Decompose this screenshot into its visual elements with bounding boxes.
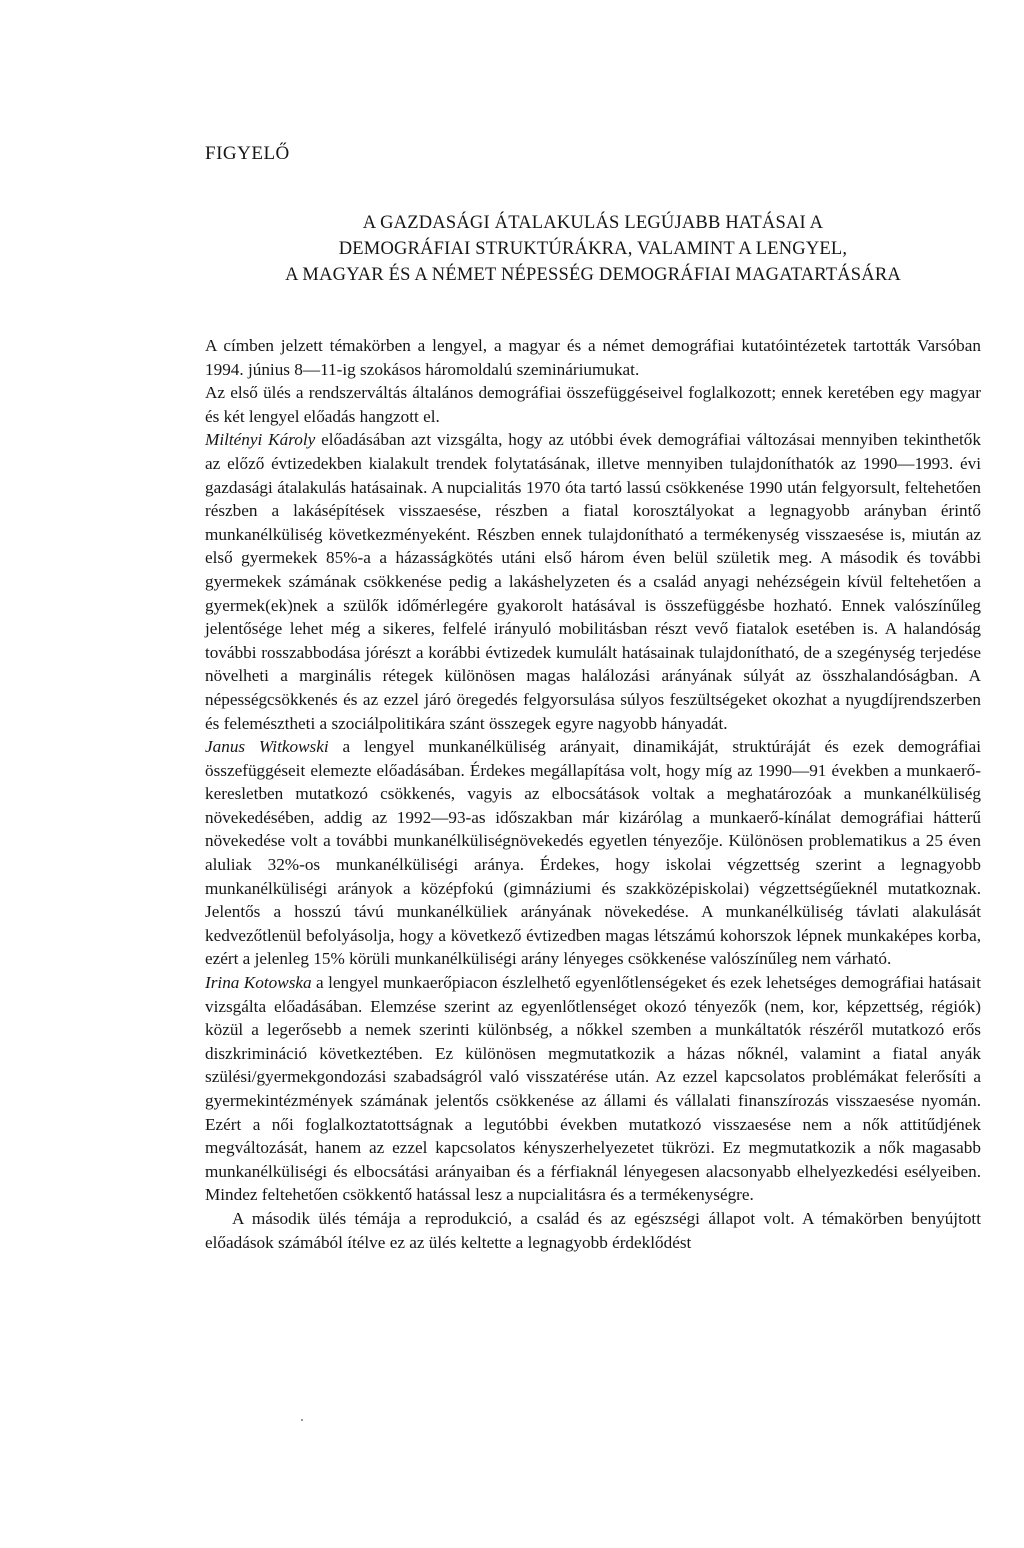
scan-speck bbox=[301, 1419, 303, 1421]
title-line: A GAZDASÁGI ÁTALAKULÁS LEGÚJABB HATÁSAI A bbox=[362, 213, 824, 233]
paragraph: Irina Kotowska a lengyel munkaerőpiacon észlelhető egyenlőtlenségeket és ezek lehetséges demográfiai hatásait vizsgálta előadásában. Elemzése szerint az egyenlőtlenséget okozó tényezők (nem, kor, képzettség, régiók) közül a legerősebb a nemek szerinti különbség, a nőkkel szemben a munkáltatók részéről mutatkozó erős diszkrimináció következtében. Ez különösen megmutatkozik a házas nőknél, valamint a fiatal anyák szülési/gyermekgondozási szabadságról való visszatérése után. Az ezzel kapcsolatos problémákat felerősíti a gyermekintézmények számának jelentős csökkenése az állami és vállalati finanszírozás visszaesése nyomán. Ezért a női foglalkoztatottságnak a legutóbbi években mutatkozó visszaesése nem a nők attitűdjének megváltozását, hanem az ezzel kapcsolatos kényszerhelyezetet tükrözi. Ez megmutatkozik a nők magasabb munkanélküliségi és elbocsátási arányaiban és a férfiaknál lényegesen alacsonyabb elhelyezkedési esélyeiben. Mindez feltehetően csökkentő hatással lesz a nupcialitásra és a termékenységre. bbox=[205, 973, 981, 1205]
paragraph: Miltényi Károly előadásában azt vizsgálta, hogy az utóbbi évek demográfiai változásai mennyiben tekinthetők az előző évtizedekben kialakult trendek folytatásának, illetve mennyiben tulajdoníthatók az 1990—1993. évi gazdasági átalakulás hatásainak. A nupcialitás 1970 óta tartó lassú csökkenése 1990 után felgyorsult, feltehetően részben a lakásépítések visszaesése, részben a fiatal korosztályokat a legnagyobb arányban érintő munkanélküliség következményeként. Részben ennek tulajdonítható a termékenység visszaesése is, miután az első gyermekek 85%-a a házasságkötés utáni első három éven belül születik meg. A második és további gyermekek számának csökkenése pedig a lakáshelyzeten és a család anyagi nehézségein kívül feltehetően a gyermek(ek)nek a szülők időmérlegére gyakorolt hatásával is összefüggésbe hozható. Ennek valószínűleg jelentősége lehet még a sikeres, felfelé irányuló mobilitásban részt vevő fiatalok esetében is. A halandóság további rosszabbodása jórészt a korábbi évtizedek kumulált hatásainak tulajdonítható, de a szegénység terjedése növelheti a marginális rétegek különösen magas halálozási arányának súlyát az összhalandóságban. A népességcsökkenés és az ezzel járó öregedés felgyorsulása súlyos feszültségeket okozhat a nyugdíjrendszerben és felemésztheti a szociálpolitikára szánt összegek egyre nagyobb hányadát. bbox=[205, 430, 981, 733]
title-line: DEMOGRÁFIAI STRUKTÚRÁKRA, VALAMINT A LENGYEL, bbox=[338, 239, 848, 259]
article-body bbox=[205, 334, 981, 1254]
article-title bbox=[205, 210, 981, 288]
paragraph: Az első ülés a rendszerváltás általános demográfiai összefüggéseivel foglalkozott; ennek keretében egy magyar és két lengyel előadás hangzott el. bbox=[205, 383, 981, 426]
paragraph: A második ülés témája a reprodukció, a család és az egészségi állapot volt. A témakörben benyújtott előadások számából ítélve ez az ülés keltette a legnagyobb érdeklődést bbox=[205, 1208, 981, 1252]
paragraph: Janus Witkowski a lengyel munkanélküliség arányait, dinamikáját, struktúráját és ezek demográfiai összefüggéseit elemezte előadásában. Érdekes megállapítása volt, hogy míg az 1990—91 években a munkaerő-keresletben mutatkozó csökkenés, vagyis az elbocsátások voltak a meghatározóak a munkanélküliség növekedésében, addig az 1992—93-as időszakban már kizárólag a munkaerő-kínálat demográfiai hátterű növekedése volt a további munkanélküliségnövekedés egyetlen tényezője. Különösen problematikus a 25 éven aluliak 32%-os munkanélküliségi aránya. Érdekes, hogy iskolai végzettség szerint a legnagyobb munkanélküliségi arányok a középfokú (gimnáziumi és szakközépiskolai) végzettségűeknél mutatkoznak. Jelentős a hosszú távú munkanélküliek arányának növekedése. A munkanélküliség távlati alakulását kedvezőtlenül befolyásolja, hogy a következő évtizedben magas létszámú kohorszok lépnek munkaképes korba, ezért a jelenleg 15% körüli munkanélküliségi arány lényeges csökkenése valószínűleg nem várható. bbox=[205, 737, 982, 969]
author-name: Janus Witkowski bbox=[205, 737, 329, 757]
section-label: FIGYELŐ bbox=[205, 143, 290, 164]
title-line: A MAGYAR ÉS A NÉMET NÉPESSÉG DEMOGRÁFIAI MAGATARTÁSÁRA bbox=[285, 265, 901, 285]
paragraph: A címben jelzett témakörben a lengyel, a magyar és a német demográfiai kutatóintézetek tartották Varsóban 1994. június 8—11-ig szokásos háromoldalú szemináriumukat. bbox=[205, 336, 981, 379]
author-name: Miltényi Károly bbox=[205, 430, 316, 450]
author-name: Irina Kotowska bbox=[205, 973, 312, 993]
